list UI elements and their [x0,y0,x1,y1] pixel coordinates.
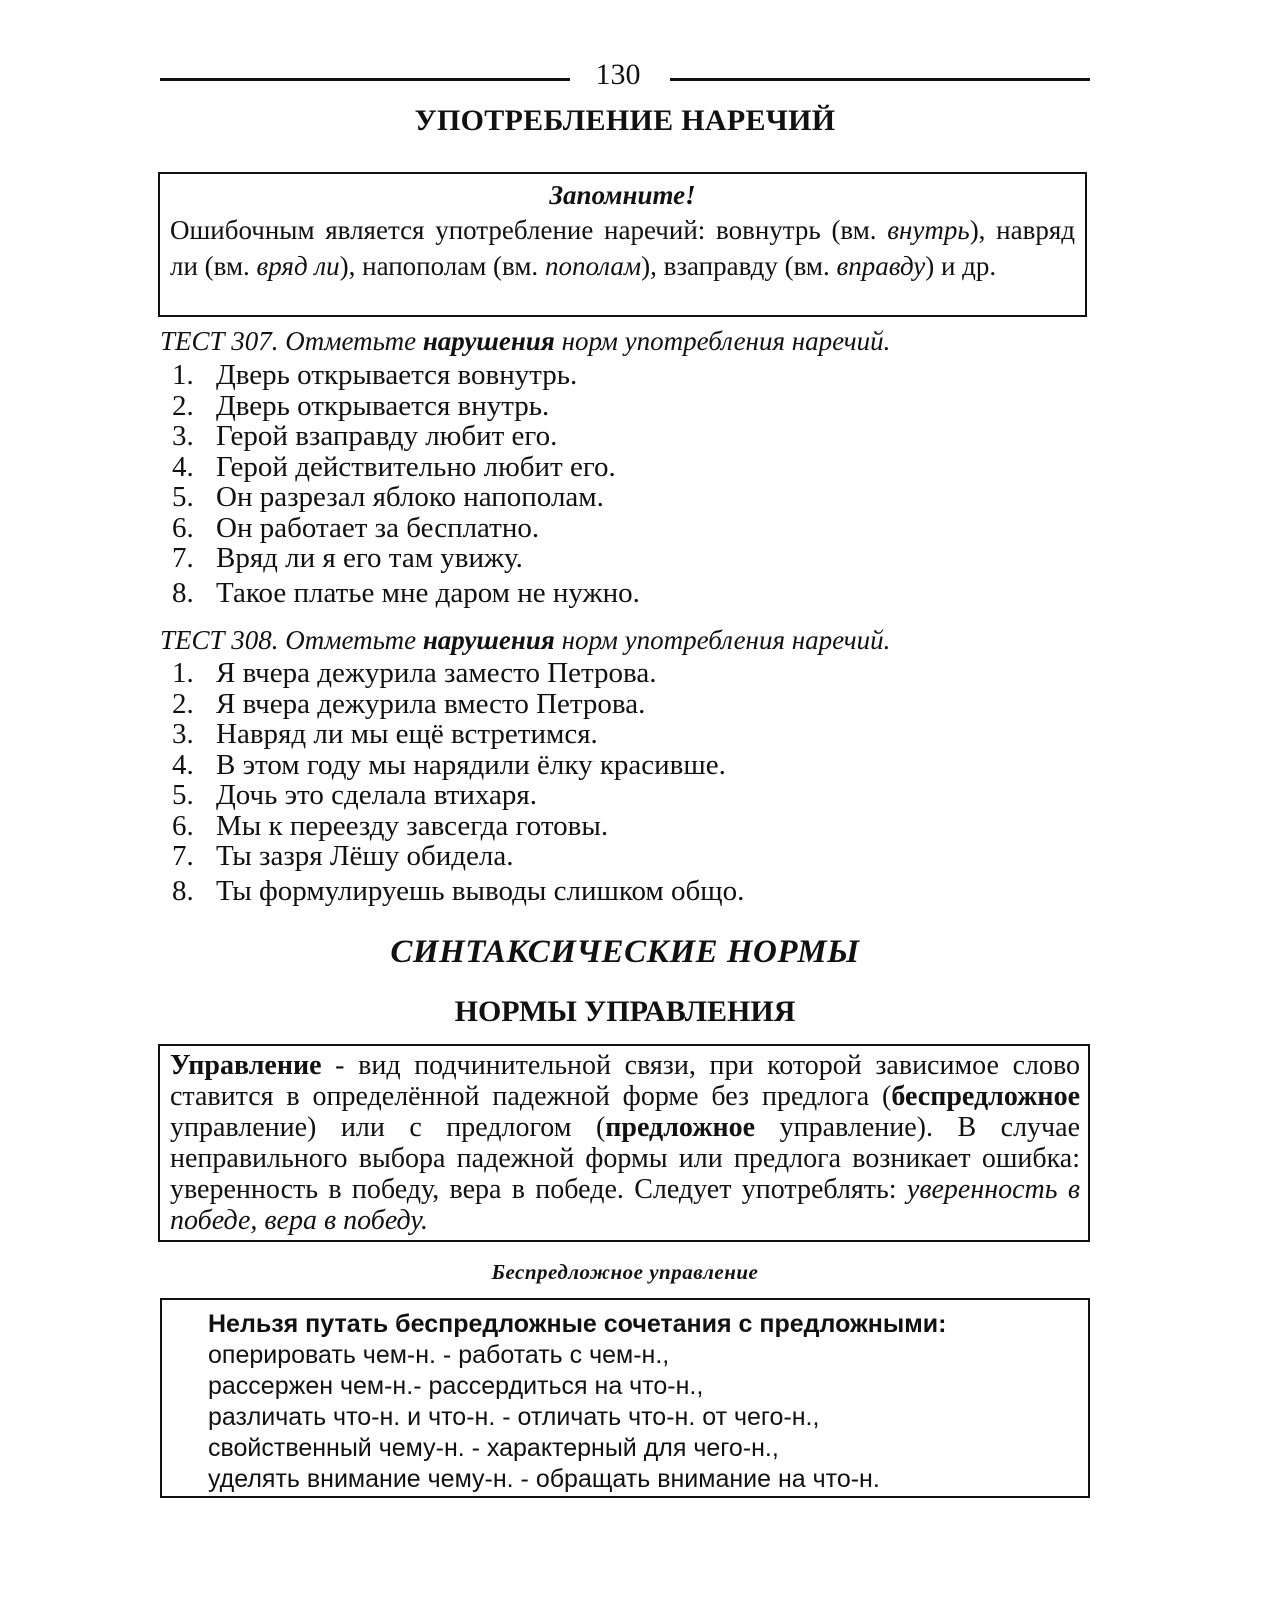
term: Управление [170,1050,322,1081]
combinations-box [160,1298,1090,1498]
remember-title: Запомните! [549,180,696,210]
list-item: 1. Я вчера дежурила заместо Петрова. [172,657,657,689]
list-item: 8. Такое платье мне даром не нужно. [172,576,640,609]
combination-line: различать что-н. и что-н. - отличать что-н. от чего-н., [208,1403,820,1431]
header-rule-left [160,78,570,81]
subsection-heading: НОРМЫ УПРАВЛЕНИЯ [454,995,796,1028]
list-item: 7. Ты зазря Лёшу обидела. [172,840,514,872]
list-item: 2. Дверь открывается внутрь. [172,389,550,422]
list-item: 4. Герой действительно любит его. [172,450,616,483]
combination-line: уделять внимание чему-н. - обращать внимание на что-н. [208,1465,880,1493]
list-item: 6. Мы к переезду завсегда готовы. [172,809,609,842]
list-item: 2. Я вчера дежурила вместо Петрова. [172,687,646,720]
section-title: УПОТРЕБЛЕНИЕ НАРЕЧИЙ [414,104,836,137]
test-307-title: ТЕСТ 307. Отметьте нарушения норм употребления наречий. [160,326,891,356]
combinations-heading: Нельзя путать беспредложные сочетания с предложными: [208,1310,947,1338]
list-item: 1. Дверь открывается вовнутрь. [172,359,578,391]
list-item: 5. Дочь это сделала втихаря. [172,779,538,811]
correct-form: вправду [836,251,926,281]
combination-line: рассержен чем-н.- рассердиться на что-н., [208,1372,704,1400]
list-item: 3. Навряд ли мы ещё встретимся. [172,718,598,750]
list-item: 4. В этом году мы нарядили ёлку красивше. [172,748,726,781]
page-number: 130 [595,58,641,91]
test-307-list [172,360,640,608]
remember-text: Ошибочным является употребление наречий: вовнутрь (вм. внутрь), навряд ли (вм. вряд ли), напополам (вм. пополам), взаправду (вм. вправду) и др. [170,215,1075,281]
header-rule-right [670,78,1090,81]
subsection-title: Беспредложное управление [491,1260,759,1284]
correct-form: вряд ли [256,251,340,281]
list-item: 8. Ты формулируешь выводы слишком общо. [172,874,745,907]
correct-form: внутрь [887,215,970,245]
chapter-title: СИНТАКСИЧЕСКИЕ НОРМЫ [390,934,860,970]
list-item: 5. Он разрезал яблоко напополам. [172,481,604,513]
remember-box [158,172,1087,317]
list-item: 6. Он работает за бесплатно. [172,511,540,544]
test-308-list [172,658,744,906]
list-item: 7. Вряд ли я его там увижу. [172,542,523,574]
page-header [160,58,1090,98]
combination-line: свойственный чему-н. - характерный для чего-н., [208,1434,779,1462]
correct-form: пополам [544,251,642,281]
list-item: 3. Герой взаправду любит его. [172,420,558,452]
combination-line: оперировать чем-н. - работать с чем-н., [208,1341,670,1369]
definition-text: Управление - вид подчинительной связи, при которой зависимое слово ставится в определённой падежной форме без предлога (беспредложное управление) или с предлогом (предложное управление). В случае неправильного выбора падежной формы или предлога возникает ошибка: уверенность в победу, вера в победе. Следует употреблять: уверенность в победе, вера в победу. [170,1050,1080,1236]
definition-box [158,1044,1090,1242]
test-308-title: ТЕСТ 308. Отметьте нарушения норм употребления наречий. [160,625,891,655]
